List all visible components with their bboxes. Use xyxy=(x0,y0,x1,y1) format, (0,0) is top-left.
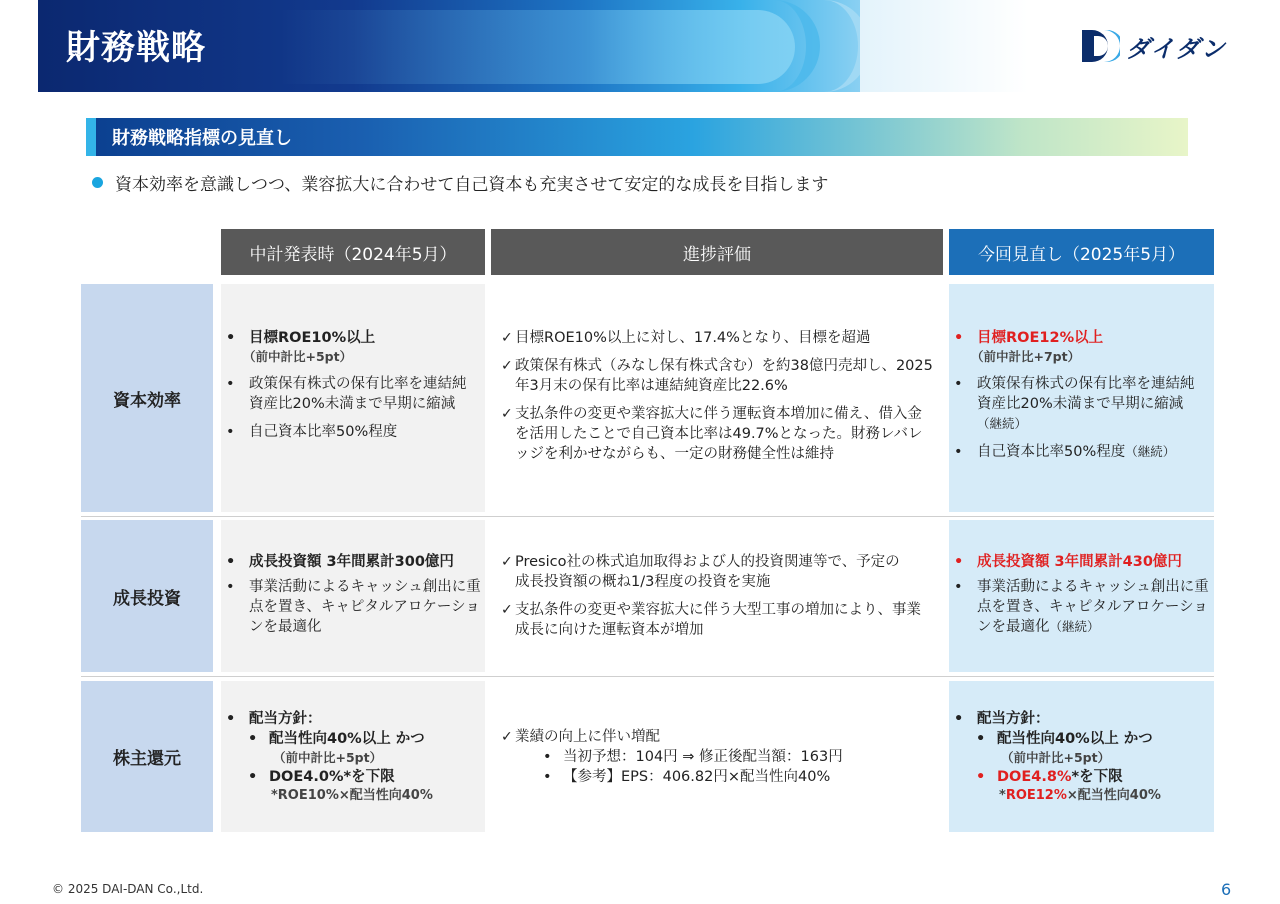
return-plan-cell xyxy=(221,681,485,832)
return-progress-cell xyxy=(491,681,943,832)
header-arc xyxy=(760,0,870,92)
list-item: • 目標ROE12%以上 xyxy=(949,328,1214,348)
list-item-note: （前中計比+5pt） xyxy=(243,349,353,364)
column-header-plan: 中計発表時（2024年5月） xyxy=(221,229,485,275)
copyright: © 2025 DAI-DAN Co.,Ltd. xyxy=(52,882,204,896)
list-item: • 目標ROE10%以上 xyxy=(221,328,485,348)
item-text: 政策保有株式の保有比率を連結純資産比20%未満まで早期に縮減 xyxy=(977,376,1195,412)
column-header-revised: 今回見直し（2025年5月） xyxy=(949,229,1214,275)
sub-list-item xyxy=(949,767,1214,787)
sub-list-item: • 配当性向40%以上 かつ xyxy=(949,729,1214,749)
check-item: ✓ 目標ROE10%以上に対し、17.4%となり、目標を超過 xyxy=(491,328,943,348)
section-title: 財務戦略指標の見直し xyxy=(112,128,292,149)
list-item: • 成長投資額 3年間累計300億円 xyxy=(221,552,485,572)
growth-revised-cell xyxy=(949,520,1214,672)
column-header-progress: 進捗評価 xyxy=(491,229,943,275)
header-decoration xyxy=(280,10,795,84)
list-item: • 配当方針： xyxy=(949,709,1214,729)
growth-progress-cell xyxy=(491,520,943,672)
sub-list-note: （前中計比+5pt） xyxy=(1001,750,1111,765)
item-note: （継続） xyxy=(977,416,1028,431)
footnote: *ROE10%×配当性向40% xyxy=(271,788,433,803)
growth-plan-cell xyxy=(221,520,485,672)
check-item: ✓ 支払条件の変更や業容拡大に伴う大型工事の増加により、事業成長に向けた運転資本が増加 xyxy=(491,600,921,640)
company-logo xyxy=(1080,28,1226,64)
list-item-note: （前中計比+7pt） xyxy=(971,349,1081,364)
check-item: ✓ Presico社の株式追加取得および人的投資関連等で、予定の成長投資額の概ね1/3程度の投資を実施 xyxy=(491,552,911,592)
check-item: ✓ 支払条件の変更や業容拡大に伴う運転資本増加に備え、借入金を活用したことで自己資本比率は49.7%となった。財務レバレッジを利かせながらも、一定の財務健全性は維持 xyxy=(491,404,931,464)
lead-text: 資本効率を意識しつつ、業容拡大に合わせて自己資本も充実させて安定的な成長を目指します xyxy=(115,175,829,195)
item-text: 事業活動によるキャッシュ創出に重点を置き、キャピタルアロケーションを最適化 xyxy=(977,579,1209,635)
sub-list-item: • 【参考】EPS：406.82円×配当性向40% xyxy=(491,767,943,787)
row-label-capital: 資本効率 xyxy=(81,284,213,512)
list-item: • 配当方針： xyxy=(221,709,485,729)
highlight-text: DOE4.8% xyxy=(997,769,1072,785)
page-number: 6 xyxy=(1221,880,1232,899)
capital-revised-cell xyxy=(949,284,1214,512)
logo-text: ダイダン xyxy=(1126,34,1226,63)
sub-list-note: （前中計比+5pt） xyxy=(273,750,383,765)
list-item: • 事業活動によるキャッシュ創出に重点を置き、キャピタルアロケーションを最適化 xyxy=(221,577,483,637)
sub-list-item: • DOE4.0%*を下限 xyxy=(221,767,485,787)
item-text: 自己資本比率50%程度 xyxy=(977,444,1126,460)
bullet-dot-icon xyxy=(92,177,103,188)
item-note: （継続） xyxy=(1125,444,1176,459)
row-label-return: 株主還元 xyxy=(81,681,213,832)
check-item: ✓ 業績の向上に伴い増配 xyxy=(491,727,943,747)
row-divider xyxy=(81,516,1214,517)
list-item: • 自己資本比率50%程度 xyxy=(221,422,485,442)
row-divider xyxy=(81,676,1214,677)
return-revised-cell xyxy=(949,681,1214,832)
highlight-text: ROE12% xyxy=(1005,788,1067,803)
footnote: *ROE12%×配当性向40% xyxy=(999,788,1161,803)
row-label-growth: 成長投資 xyxy=(81,520,213,672)
section-heading xyxy=(86,118,1188,156)
item-text: *を下限 xyxy=(1071,769,1123,785)
capital-plan-cell xyxy=(221,284,485,512)
capital-progress-cell xyxy=(491,284,943,512)
lead-statement xyxy=(92,170,828,195)
list-item xyxy=(949,374,1199,434)
list-item: • 成長投資額 3年間累計430億円 xyxy=(949,552,1214,572)
logo-mark-icon xyxy=(1080,28,1120,64)
sub-list-item: • 当初予想：104円 ⇒ 修正後配当額：163円 xyxy=(491,747,943,767)
header xyxy=(0,0,1280,92)
item-note: （継続） xyxy=(1049,619,1100,634)
list-item xyxy=(949,577,1211,637)
check-item: ✓ 政策保有株式（みなし保有株式含む）を約38億円売却し、2025年3月末の保有比率は連結純資産比22.6% xyxy=(491,356,943,396)
sub-list-item: • 配当性向40%以上 かつ xyxy=(221,729,485,749)
list-item xyxy=(949,442,1214,462)
page-title: 財務戦略 xyxy=(66,28,206,68)
item-text: ×配当性向40% xyxy=(1066,788,1161,803)
list-item: • 政策保有株式の保有比率を連結純資産比20%未満まで早期に縮減 xyxy=(221,374,471,414)
